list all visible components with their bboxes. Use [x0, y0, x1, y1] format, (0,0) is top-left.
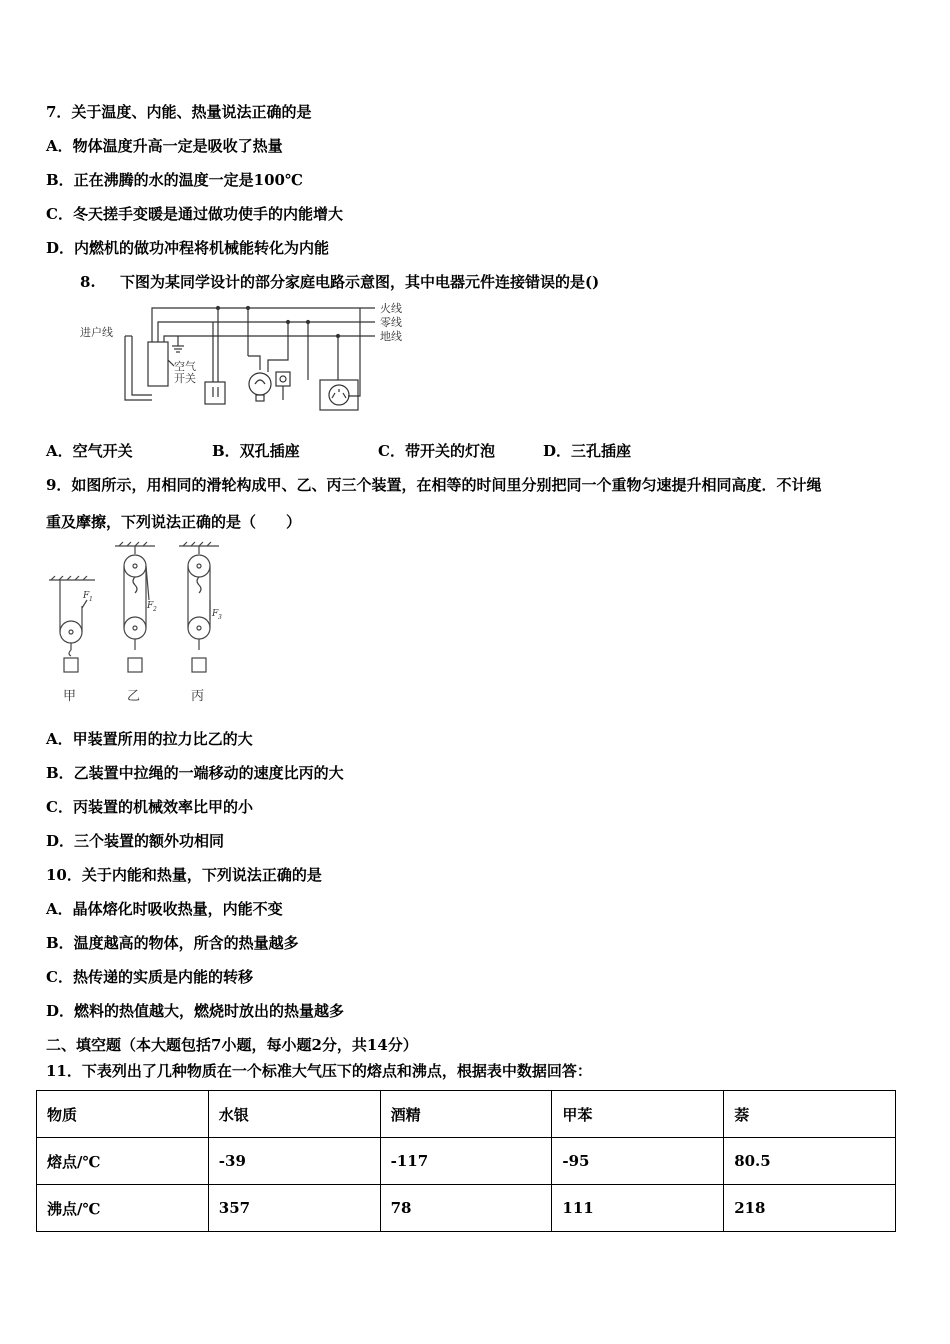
q10-option-c[interactable]: C．热传递的实质是内能的转移	[46, 968, 253, 986]
q10-option-b[interactable]: B．温度越高的物体，所含的热量越多	[46, 934, 299, 952]
f2-label: F	[147, 601, 154, 611]
table-cell: 80.5	[724, 1138, 896, 1185]
q8-stem: 下图为某同学设计的部分家庭电路示意图，其中电器元件连接错误的是()	[120, 273, 600, 291]
table-row	[37, 1185, 896, 1232]
q10-stem: 10．关于内能和热量，下列说法正确的是	[46, 866, 322, 884]
table-cell: 酒精	[380, 1091, 552, 1138]
f1-label: F	[83, 591, 90, 601]
q7-option-a[interactable]: A．物体温度升高一定是吸收了热量	[46, 137, 283, 155]
f3-sub: 3	[218, 614, 222, 621]
ground-wire-label: 地线	[380, 330, 402, 343]
table-cell: 水银	[208, 1091, 380, 1138]
f2-sub: 2	[153, 606, 157, 613]
table-cell: 熔点/℃	[37, 1138, 209, 1185]
table-cell: 111	[552, 1185, 724, 1232]
table-cell: 357	[208, 1185, 380, 1232]
q7-option-b[interactable]: B．正在沸腾的水的温度一定是100℃	[46, 171, 303, 189]
table-cell: -39	[208, 1138, 380, 1185]
q9-stem-line2: 重及摩擦，下列说法正确的是（ ）	[46, 513, 302, 531]
section-title: 二、填空题（本大题包括7小题，每小题2分，共14分）	[46, 1036, 418, 1054]
circuit-diagram	[70, 300, 420, 420]
table-cell: 218	[724, 1185, 896, 1232]
q7-stem: 7．关于温度、内能、热量说法正确的是	[46, 103, 312, 121]
q9-option-d[interactable]: D．三个装置的额外功相同	[46, 832, 225, 850]
neutral-wire-label: 零线	[380, 316, 402, 329]
q8-option-b[interactable]: B．双孔插座	[212, 442, 300, 460]
q7-option-c[interactable]: C．冬天搓手变暖是通过做功使手的内能增大	[46, 205, 343, 223]
q8-option-a[interactable]: A．空气开关	[46, 442, 133, 460]
q9-option-b[interactable]: B．乙装置中拉绳的一端移动的速度比丙的大	[46, 764, 344, 782]
q11-stem: 11．下表列出了几种物质在一个标准大气压下的熔点和沸点，根据表中数据回答：	[46, 1062, 592, 1080]
q7-option-d[interactable]: D．内燃机的做功冲程将机械能转化为内能	[46, 239, 330, 257]
melting-boiling-table	[36, 1090, 896, 1232]
q9-option-a[interactable]: A．甲装置所用的拉力比乙的大	[46, 730, 253, 748]
table-cell: 物质	[37, 1091, 209, 1138]
q8-option-d[interactable]: D．三孔插座	[543, 442, 632, 460]
switch-label-2: 开关	[174, 372, 196, 385]
q8-option-c[interactable]: C．带开关的灯泡	[378, 442, 495, 460]
table-header-row	[37, 1091, 896, 1138]
table-row	[37, 1138, 896, 1185]
q10-option-a[interactable]: A．晶体熔化时吸收热量，内能不变	[46, 900, 283, 918]
table-cell: -95	[552, 1138, 724, 1185]
q9-stem-line1: 9．如图所示，用相同的滑轮构成甲、乙、丙三个装置，在相等的时间里分别把同一个重物匀速提升相同高度．不计绳	[46, 476, 822, 494]
q9-option-c[interactable]: C．丙装置的机械效率比甲的小	[46, 798, 253, 816]
pulley-diagram	[45, 540, 245, 710]
label-jia: 甲	[63, 689, 77, 704]
f3-label: F	[212, 609, 219, 619]
label-yi: 乙	[127, 689, 141, 704]
table-cell: 78	[380, 1185, 552, 1232]
q8-number: 8.	[80, 273, 96, 291]
q10-option-d[interactable]: D．燃料的热值越大，燃烧时放出的热量越多	[46, 1002, 345, 1020]
table-cell: 甲苯	[552, 1091, 724, 1138]
fire-wire-label: 火线	[380, 302, 402, 315]
table-cell: 萘	[724, 1091, 896, 1138]
label-bing: 丙	[191, 689, 205, 704]
f1-sub: 1	[89, 596, 93, 603]
table-cell: -117	[380, 1138, 552, 1185]
switch-label-1: 空气	[174, 360, 196, 373]
incoming-label: 进户线	[80, 326, 113, 339]
table-cell: 沸点/℃	[37, 1185, 209, 1232]
